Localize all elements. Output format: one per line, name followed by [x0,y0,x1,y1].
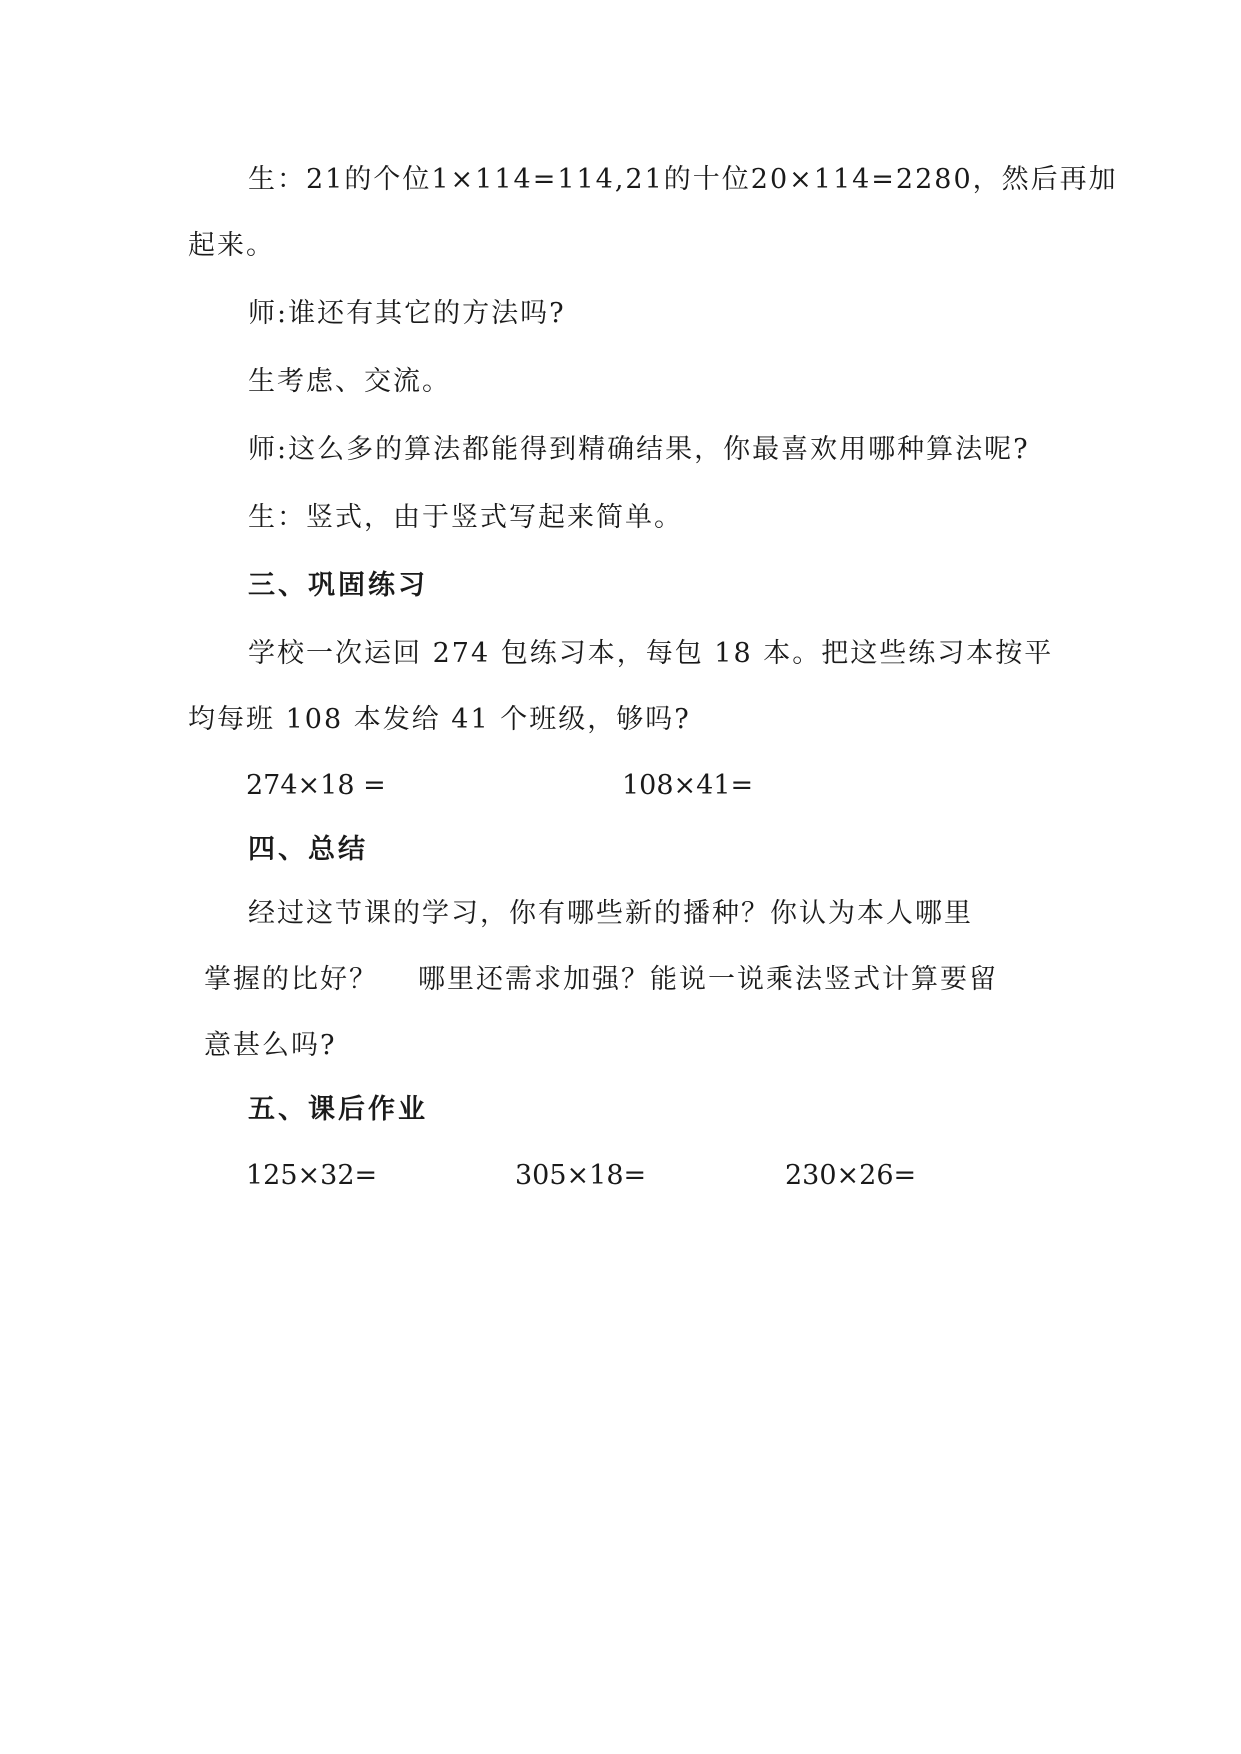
homework-problem-2: 305×18= [515,1160,647,1191]
paragraph-summary-line2a: 掌握的比好？ [204,964,378,995]
paragraph-problem-line1: 学校一次运回 274 包练习本，每包 18 本。把这些练习本按平 [248,638,1054,669]
paragraph-summary-line1: 经过这节课的学习，你有哪些新的播种？你认为本人哪里 [248,898,973,929]
calculation-2: 108×41= [622,770,754,801]
paragraph-problem-line2: 均每班 108 本发给 41 个班级，够吗? [188,704,691,735]
calculation-1: 274×18 = [246,770,386,801]
homework-problem-3: 230×26= [785,1160,917,1191]
paragraph-student-method-line2: 起来。 [188,230,275,261]
paragraph-student-method-line1: 生：21的个位1×114=114,21的十位20×114=2280，然后再加 [248,164,1118,195]
section-heading-homework: 五、课后作业 [248,1094,428,1125]
paragraph-summary-line3: 意甚么吗? [204,1030,337,1061]
homework-problem-1: 125×32= [246,1160,378,1191]
paragraph-summary-line2b: 哪里还需求加强？能说一说乘法竖式计算要留 [418,964,998,995]
paragraph-student-discuss: 生考虑、交流。 [248,366,451,397]
section-heading-practice: 三、巩固练习 [248,570,428,601]
paragraph-student-answer: 生：竖式，由于竖式写起来简单。 [248,502,683,533]
paragraph-teacher-question: 师:谁还有其它的方法吗? [248,298,566,329]
section-heading-summary: 四、总结 [248,834,368,865]
paragraph-teacher-favorite: 师:这么多的算法都能得到精确结果，你最喜欢用哪种算法呢? [248,434,1030,465]
